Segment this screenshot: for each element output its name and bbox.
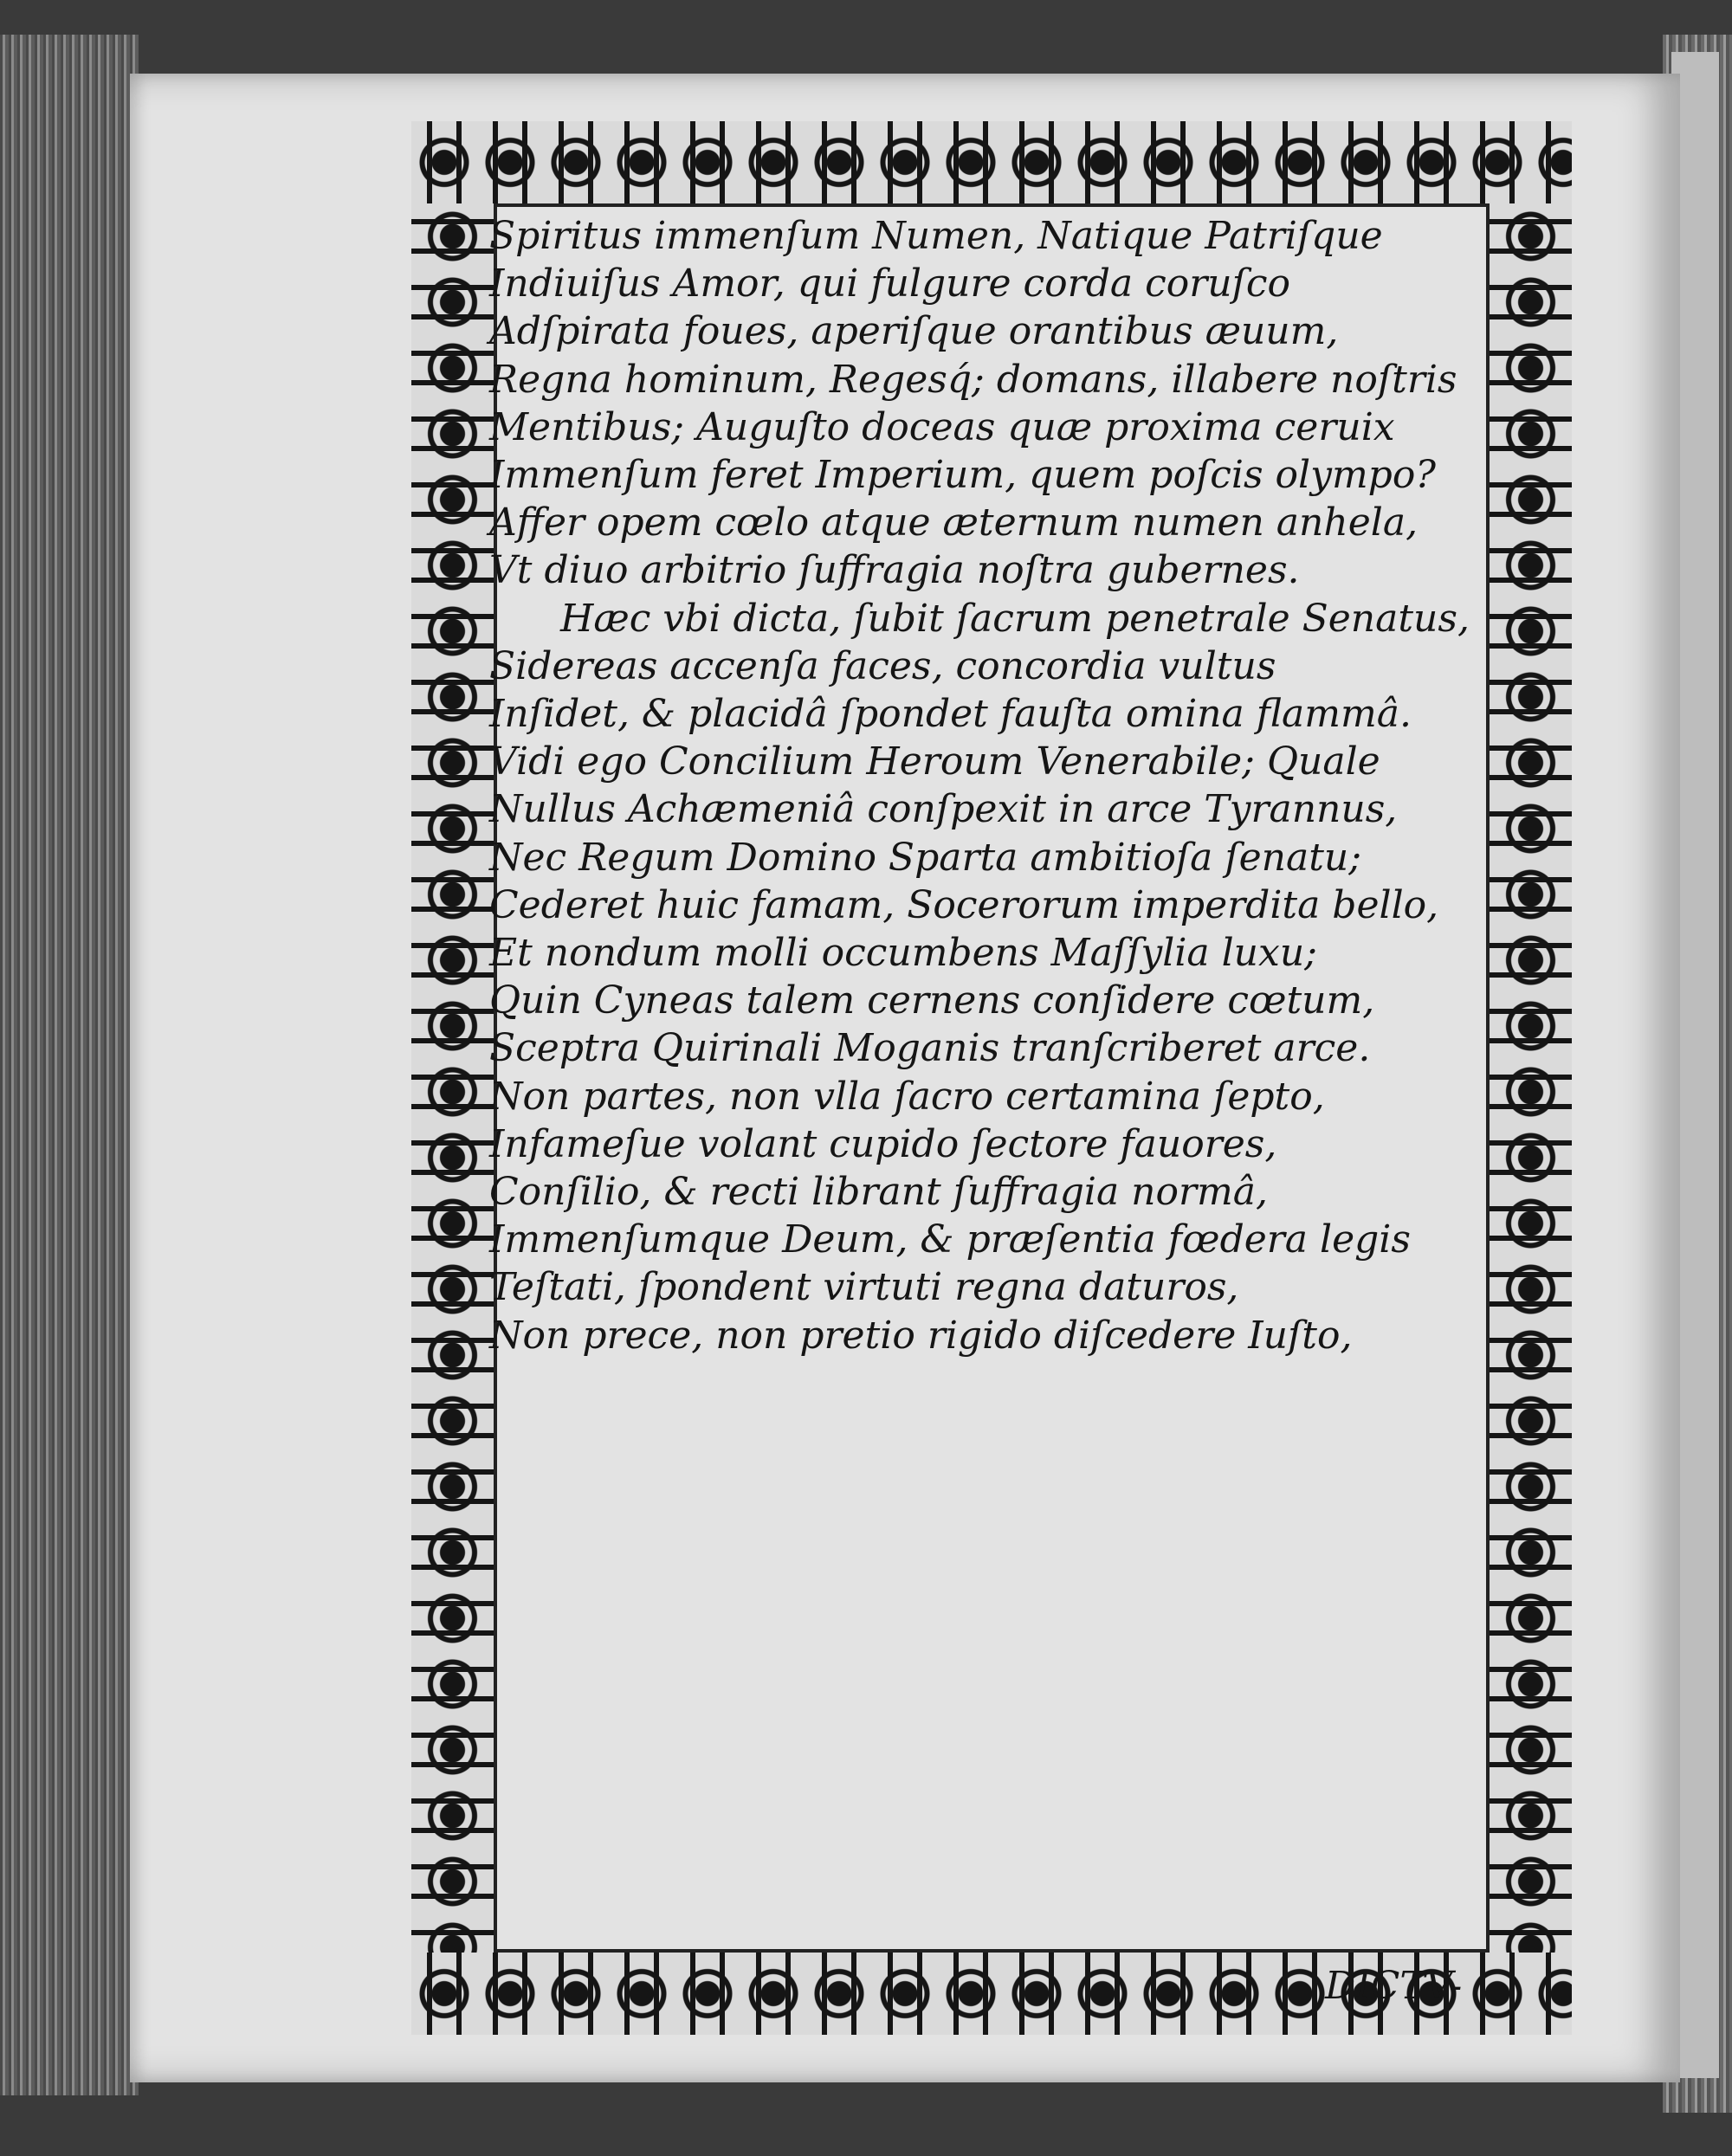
verse-line: Teſtati, ſpondent virtuti regna daturos, xyxy=(489,1265,1239,1310)
verse-line: Nec Regum Domino Sparta ambitioſa ſenatu; xyxy=(489,835,1362,880)
verse-line: Nullus Achæmeniâ conſpexit in arce Tyrannus, xyxy=(489,787,1398,832)
catchword: DICTV- xyxy=(1325,1964,1463,2008)
verse-line: Et nondum molli occumbens Maſſylia luxu; xyxy=(489,931,1317,976)
verse-line: Vt diuo arbitrio ſuffragia noſtra gubernes. xyxy=(489,548,1300,593)
verse-line: Affer opem cœlo atque æternum numen anhela, xyxy=(489,500,1419,545)
verse-line: Regna hominum, Regesq́; domans, illabere noſtris xyxy=(489,357,1457,402)
ornament-border-top xyxy=(411,121,1572,203)
ornament-border-left xyxy=(411,203,494,1953)
book-page-edges-left xyxy=(0,35,139,2095)
verse-line-indented: Hæc vbi dicta, ſubit ſacrum penetrale Senatus, xyxy=(560,596,1470,641)
verse-line: Quin Cyneas talem cernens conſidere cœtum, xyxy=(489,978,1375,1023)
verse-line: Cederet huic famam, Socerorum imperdita bello, xyxy=(489,882,1439,927)
verse-line: Spiritus immenſum Numen, Natique Patriſque xyxy=(489,214,1383,258)
poem-text xyxy=(489,212,1503,1359)
verse-line: Sceptra Quirinali Moganis tranſcriberet arce. xyxy=(489,1026,1371,1071)
verse-line: Indiuiſus Amor, qui fulgure corda coruſco xyxy=(489,261,1291,307)
verse-line: Immenſumque Deum, & præſentia fœdera legis xyxy=(489,1217,1411,1262)
verse-line: Inſidet, & placidâ ſpondet fauſta omina flammâ. xyxy=(489,692,1412,737)
verse-line: Vidi ego Concilium Heroum Venerabile; Quale xyxy=(489,739,1380,784)
verse-line: Non partes, non vlla ſacro certamina ſepto, xyxy=(489,1074,1325,1119)
verse-line: Infameſue volant cupido ſectore fauores, xyxy=(489,1121,1277,1166)
verse-line: Mentibus; Auguſto doceas quæ proxima ceruix xyxy=(489,404,1395,449)
verse-line: Conſilio, & recti librant ſuffragia normâ, xyxy=(489,1170,1268,1215)
verse-line: Non prece, non pretio rigido diſcedere Iuſto, xyxy=(489,1313,1353,1358)
verse-line: Sidereas accenſa faces, concordia vultus xyxy=(489,643,1276,688)
verse-line: Adſpirata foues, aperiſque orantibus æuum, xyxy=(489,309,1339,354)
verse-line: Immenſum feret Imperium, quem poſcis olympo? xyxy=(489,453,1436,498)
